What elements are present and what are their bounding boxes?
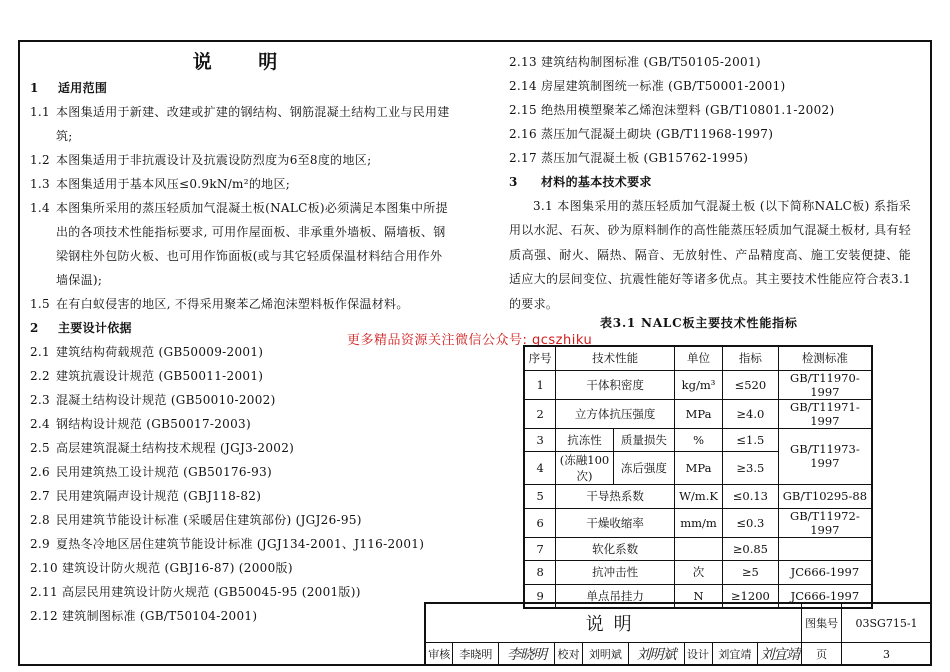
list-item: 2.13 建筑结构制图标准 (GB/T50105-2001) — [509, 55, 761, 69]
review-label: 审核 — [425, 643, 453, 666]
design-signature: 刘宜靖 — [758, 643, 802, 666]
list-item: 2.3 混凝土结构设计规范 (GB50010-2002) — [30, 393, 276, 407]
column-header: 序号 — [524, 346, 556, 370]
list-item: 2.17 蒸压加气混凝土板 (GB15762-1995) — [509, 151, 749, 165]
table-row: 3 抗冻性 质量损失 % ≤1.5 GB/T11973-1997 — [524, 428, 872, 452]
watermark-notice: 更多精品资源关注微信公众号: gcszhiku — [347, 333, 593, 348]
design-label: 设计 — [684, 643, 712, 666]
check-label: 校对 — [555, 643, 583, 666]
page-label: 页 — [802, 643, 842, 666]
list-item: 2.5 高层建筑混凝土结构技术规程 (JGJ3-2002) — [30, 441, 295, 455]
column-header: 检测标准 — [778, 346, 872, 370]
section-3-heading: 3 材料的基本技术要求 — [509, 175, 652, 189]
list-item: 2.4 钢结构设计规范 (GB50017-2003) — [30, 417, 251, 431]
list-item: 2.8 民用建筑节能设计标准 (采暖居住建筑部份) (JGJ26-95) — [30, 513, 362, 527]
list-item: 2.12 建筑制图标准 (GB/T50104-2001) — [30, 609, 258, 623]
column-header: 技术性能 — [556, 346, 675, 370]
right-column — [509, 50, 911, 316]
design-name: 刘宜靖 — [712, 643, 758, 666]
list-item: 2.11 高层民用建筑设计防火规范 (GB50045-95 (2001版)) — [30, 585, 361, 599]
section-2-heading: 2 主要设计依据 — [30, 321, 132, 335]
table-row: 7 软化系数 ≥0.85 — [524, 537, 872, 561]
freeze-test-standard: GB/T11973-1997 — [778, 428, 872, 485]
list-item: 2.1 建筑结构荷载规范 (GB50009-2001) — [30, 345, 264, 359]
list-item: 1.5 在有白蚁侵害的地区, 不得采用聚苯乙烯泡沫塑料板作保温材料。 — [30, 297, 409, 311]
review-signature: 李晓明 — [499, 643, 555, 666]
list-item: 2.2 建筑抗震设计规范 (GB50011-2001) — [30, 369, 264, 383]
table-row: 2 立方体抗压强度 MPa ≥4.0 GB/T11971-1997 — [524, 399, 872, 428]
list-item: 2.9 夏热冬冷地区居住建筑节能设计标准 (JGJ134-2001、J116-2001) — [30, 537, 425, 551]
column-header: 单位 — [675, 346, 723, 370]
page-number: 3 — [842, 643, 932, 666]
spec-table — [523, 345, 873, 609]
table-row: 9 单点吊挂力 N ≥1200 JC666-1997 — [524, 584, 872, 608]
table-caption: 表3.1 NALC板主要技术性能指标 — [600, 316, 798, 330]
review-name: 李晓明 — [453, 643, 499, 666]
table-row: 5 干导热系数 W/m.K ≤0.13 GB/T10295-88 — [524, 485, 872, 509]
list-item: 2.16 蒸压加气混凝土砌块 (GB/T11968-1997) — [509, 127, 774, 141]
page-title: 说 明 — [192, 51, 298, 73]
title-block — [424, 602, 932, 666]
atlas-number-label: 图集号 — [802, 603, 842, 643]
table-row: 1 干体积密度 kg/m³ ≤520 GB/T11970-1997 — [524, 370, 872, 399]
list-item: 1.2 本图集适用于非抗震设计及抗震设防烈度为6至8度的地区; — [30, 153, 372, 167]
list-item: 2.10 建筑设计防火规范 (GBJ16-87) (2000版) — [30, 561, 293, 575]
list-item: 2.14 房屋建筑制图统一标准 (GB/T50001-2001) — [509, 79, 786, 93]
section-1-heading: 1 适用范围 — [30, 81, 108, 95]
list-item: 2.6 民用建筑热工设计规范 (GB50176-93) — [30, 465, 272, 479]
list-item: 1.1 本图集适用于新建、改建或扩建的钢结构、钢筋混凝土结构工业与民用建筑; — [30, 105, 450, 143]
list-item: 2.7 民用建筑隔声设计规范 (GBJ118-82) — [30, 489, 262, 503]
check-name: 刘明斌 — [582, 643, 628, 666]
drawing-title: 说明 — [425, 603, 802, 643]
list-item: 2.15 绝热用模塑聚苯乙烯泡沫塑料 (GB/T10801.1-2002) — [509, 103, 835, 117]
table-row: 4 (冻融100次) 冻后强度 MPa ≥3.5 — [524, 452, 872, 485]
table-row: 8 抗冲击性 次 ≥5 JC666-1997 — [524, 561, 872, 585]
table-header-row — [524, 346, 872, 370]
section-3-paragraph: 3.1 本图集采用的蒸压轻质加气混凝土板 (以下简称NALC板) 系指采用以水泥、石灰、砂为原料制作的高性能蒸压轻质加气混凝土板材, 具有轻质高强、耐火、隔热、隔音、无放射性、产品精度高、施工安装便捷、能适应大的层间变位、抗震性能好等诸多优点。其主要技术性能应符合表3.1的要求。 — [509, 199, 911, 311]
list-item: 1.3 本图集适用于基本风压≤0.9kN/m²的地区; — [30, 177, 291, 191]
atlas-number: 03SG715-1 — [842, 603, 932, 643]
column-header: 指标 — [722, 346, 778, 370]
check-signature: 刘明斌 — [628, 643, 684, 666]
table-row: 6 干燥收缩率 mm/m ≤0.3 GB/T11972-1997 — [524, 508, 872, 537]
list-item: 1.4 本图集所采用的蒸压轻质加气混凝土板(NALC板)必须满足本图集中所提出的各项技术性能指标要求, 可用作屋面板、非承重外墙板、隔墙板、钢梁钢柱外包防火板、也可用作饰面板(或与其它轻质保温材料结合用作外墙保温); — [30, 201, 448, 287]
